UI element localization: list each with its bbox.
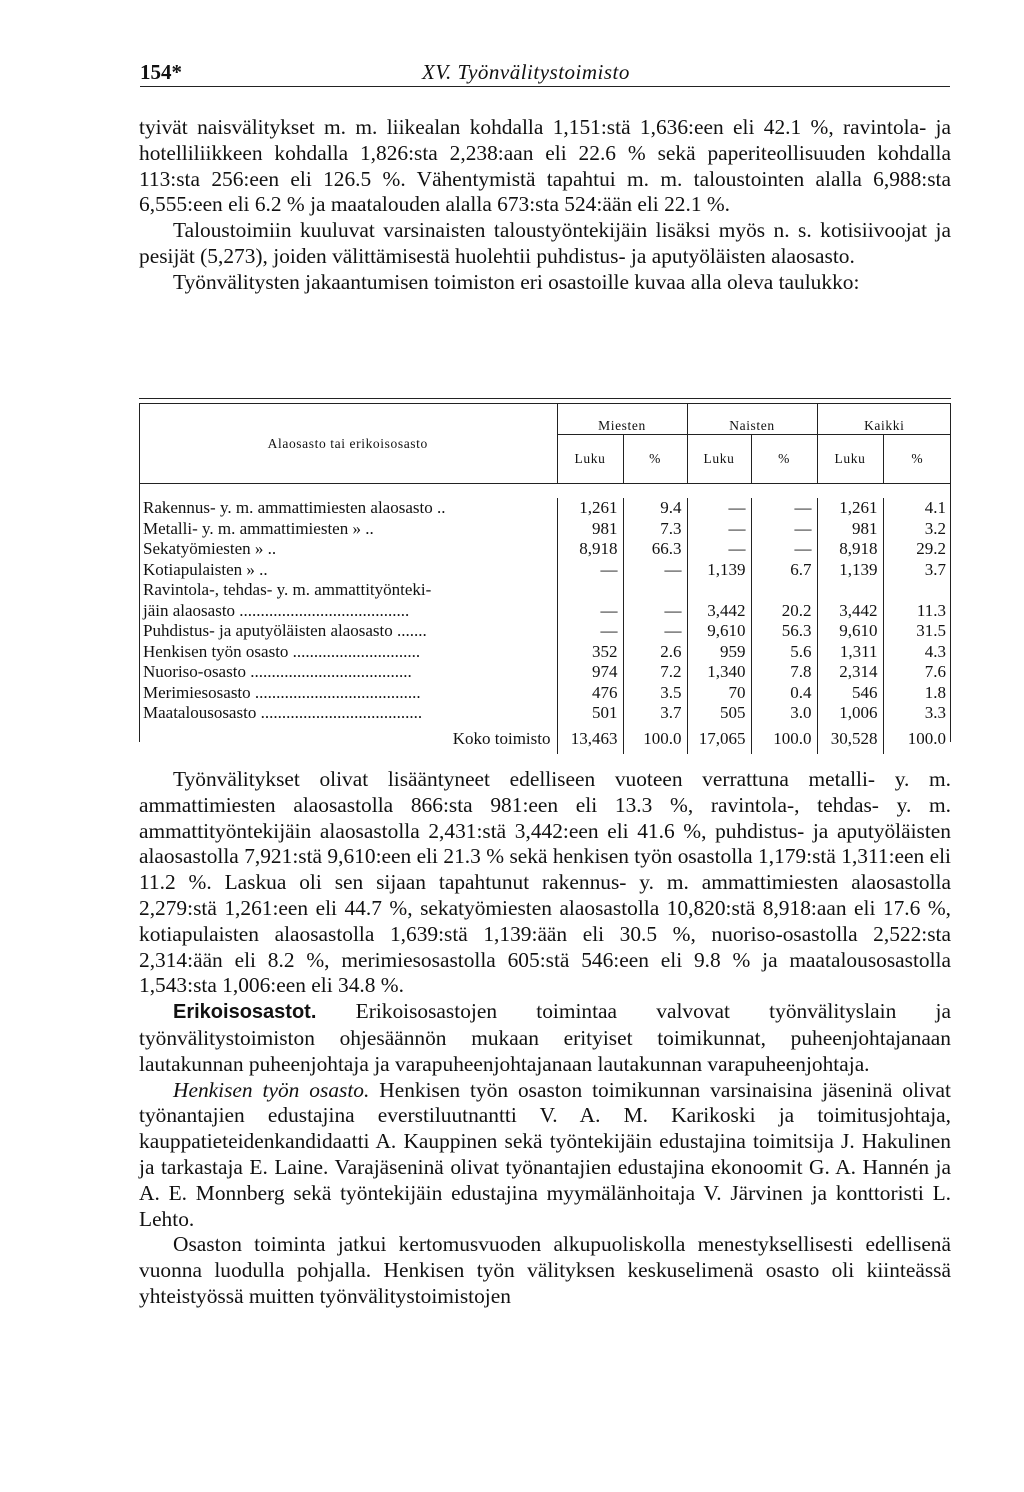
paragraph-erikoisosastot xyxy=(139,999,951,1077)
page-number: 154* xyxy=(140,60,182,84)
cell-naisten-percent: — xyxy=(751,539,817,560)
table-top-rule xyxy=(139,398,951,399)
cell-naisten-luku: 505 xyxy=(687,703,751,724)
table-row xyxy=(139,519,951,540)
row-label: Maatalousosasto ...................................... xyxy=(143,703,423,722)
sub-header-percent: % xyxy=(751,435,817,484)
cell-miesten-percent: 7.3 xyxy=(623,519,687,540)
cell-naisten-percent: 0.4 xyxy=(751,683,817,704)
paragraph-henkisen-tyon-osasto-text: Henkisen työn osaston toimikunnan varsinaisina jäseninä olivat työnantajien edustajina everstiluutnantti V. A. M. Karikoski ja toimitusjohtaja, kauppatieteidenkandidaatti A. Kauppinen sekä työntekijäin edustajina toimitsija J. Hakulinen ja tarkastaja E. Laine. Varajäseninä olivat työnantajien edustajina ekonoomit G. A. Hannén ja A. E. Monnberg sekä työntekijäin edustajina myymälänhoitaja V. Järvinen ja konttoristi L. Lehto. xyxy=(139,1077,951,1231)
cell-kaikki-percent: 29.2 xyxy=(883,539,951,560)
cell-kaikki-luku xyxy=(817,580,883,601)
cell-kaikki-luku: 1,139 xyxy=(817,560,883,581)
row-label: Puhdistus- ja aputyöläisten alaosasto ....... xyxy=(143,621,427,640)
row-label: Henkisen työn osasto .............................. xyxy=(143,641,421,661)
total-naisten-percent: 100.0 xyxy=(751,724,817,754)
table-row xyxy=(139,601,951,622)
cell-miesten-percent: 3.7 xyxy=(623,703,687,724)
total-kaikki-luku: 30,528 xyxy=(817,724,883,754)
cell-miesten-luku: 352 xyxy=(557,642,623,663)
cell-naisten-percent: 6.7 xyxy=(751,560,817,581)
cell-miesten-luku: 501 xyxy=(557,703,623,724)
table-row xyxy=(139,703,951,724)
column-header-label: Alaosasto tai erikoisosasto xyxy=(139,404,557,484)
cell-naisten-luku: 70 xyxy=(687,683,751,704)
cell-naisten-luku: 1,340 xyxy=(687,662,751,683)
cell-miesten-luku: — xyxy=(557,621,623,642)
chapter-title: XV. Työnvälitystoimisto xyxy=(422,60,630,84)
top-text xyxy=(139,115,951,296)
table-row xyxy=(139,642,951,663)
cell-miesten-percent: 66.3 xyxy=(623,539,687,560)
cell-naisten-luku xyxy=(687,580,751,601)
sub-header-percent: % xyxy=(623,435,687,484)
cell-naisten-luku: — xyxy=(687,539,751,560)
cell-naisten-luku: 959 xyxy=(687,642,751,663)
section-lead-henkisen-tyon-osasto: Henkisen työn osasto. xyxy=(173,1077,370,1102)
table-row xyxy=(139,662,951,683)
row-label: Ravintola-, tehdas- y. m. ammattityönteki- xyxy=(143,580,432,599)
cell-miesten-luku: 981 xyxy=(557,519,623,540)
paragraph-taloustoimet: Taloustoimiin kuuluvat varsinaisten taloustyöntekijäin lisäksi myös n. s. kotisiivoojat ja pesijät (5,273), joiden välittämisestä huolehtii puhdistus- ja aputyöläisten alaosasto. xyxy=(139,218,951,268)
table-row xyxy=(139,621,951,642)
paragraph-toiminta: Osaston toiminta jatkui kertomusvuoden alkupuoliskolla menestyksellisesti edellisenä vuonna luodulla pohjalla. Henkisen työn välityksen keskuselimenä osasto oli kiinteässä yhteistyössä muitten työnvälitystoimistojen xyxy=(139,1232,951,1308)
table-row xyxy=(139,560,951,581)
cell-kaikki-luku: 981 xyxy=(817,519,883,540)
running-head xyxy=(140,56,950,87)
cell-miesten-luku: — xyxy=(557,601,623,622)
total-label: Koko toimisto xyxy=(452,728,551,748)
table-total-row xyxy=(139,724,951,754)
group-header-kaikki: Kaikki xyxy=(817,404,951,435)
cell-kaikki-luku: 3,442 xyxy=(817,601,883,622)
row-label: jäin alaosasto ........................................ xyxy=(143,600,410,620)
total-kaikki-percent: 100.0 xyxy=(883,724,951,754)
cell-naisten-percent: 7.8 xyxy=(751,662,817,683)
paragraph-erikoisosastot-text: Erikoisosastojen toimintaa valvovat työnvälityslain ja työnvälitystoimiston ohjesäännön mukaan erityiset toimikunnat, puheenjohtajanaan lautakunnan puheenjohtaja ja varapuheenjohtajanaan lautakunnan varapuheenjohtaja. xyxy=(139,999,951,1076)
cell-miesten-percent: 7.2 xyxy=(623,662,687,683)
cell-miesten-percent xyxy=(623,580,687,601)
table-row xyxy=(139,539,951,560)
cell-kaikki-percent: 3.7 xyxy=(883,560,951,581)
cell-kaikki-luku: 546 xyxy=(817,683,883,704)
row-label: Sekatyömiesten » .. xyxy=(143,539,277,558)
cell-kaikki-percent: 11.3 xyxy=(883,601,951,622)
total-naisten-luku: 17,065 xyxy=(687,724,751,754)
row-label: Merimiesosasto ....................................... xyxy=(143,682,421,702)
paragraph-henkisen-tyon-osasto xyxy=(139,1078,951,1233)
cell-kaikki-luku: 9,610 xyxy=(817,621,883,642)
paragraph-continuation: tyivät naisvälitykset m. m. liikealan kohdalla 1,151:stä 1,636:een eli 42.1 %, ravintola- ja hotelliliikkeen kohdalla 1,826:sta 2,238:aan eli 22.6 % sekä paperiteollisuuden kohdalla 113:sta 256:een eli 126.5 %. Vähentymistä tapahtui m. m. taloustointen alalla 6,988:sta 6,555:een eli 6.2 % ja maatalouden alalla 673:sta 524:ään eli 22.1 %. xyxy=(139,115,951,217)
cell-kaikki-luku: 8,918 xyxy=(817,539,883,560)
cell-naisten-percent: 3.0 xyxy=(751,703,817,724)
total-miesten-percent: 100.0 xyxy=(623,724,687,754)
sub-header-percent: % xyxy=(911,451,924,466)
cell-miesten-luku: — xyxy=(557,560,623,581)
cell-naisten-luku: 3,442 xyxy=(687,601,751,622)
table-grid xyxy=(139,404,951,754)
cell-naisten-luku: 9,610 xyxy=(687,621,751,642)
cell-kaikki-percent: 7.6 xyxy=(883,662,951,683)
cell-naisten-luku: 1,139 xyxy=(687,560,751,581)
group-header-naisten: Naisten xyxy=(687,404,817,435)
cell-naisten-percent: 5.6 xyxy=(751,642,817,663)
cell-miesten-percent: 2.6 xyxy=(623,642,687,663)
cell-naisten-percent xyxy=(751,580,817,601)
row-label: Nuoriso-osasto ...................................... xyxy=(143,662,412,681)
cell-naisten-percent: — xyxy=(751,519,817,540)
cell-kaikki-percent: 3.2 xyxy=(883,519,951,540)
cell-miesten-percent: 9.4 xyxy=(623,498,687,519)
cell-miesten-luku: 1,261 xyxy=(557,498,623,519)
statistics-table xyxy=(139,398,951,748)
section-lead-erikoisosastot: Erikoisosastot. xyxy=(173,1001,317,1024)
table-row xyxy=(139,683,951,704)
cell-kaikki-luku: 1,311 xyxy=(817,642,883,663)
paragraph-table-intro: Työnvälitysten jakaantumisen toimiston eri osastoille kuvaa alla oleva taulukko: xyxy=(173,269,860,294)
total-miesten-luku: 13,463 xyxy=(557,724,623,754)
cell-naisten-percent: 56.3 xyxy=(751,621,817,642)
cell-miesten-percent: 3.5 xyxy=(623,683,687,704)
paragraph-changes: Työnvälitykset olivat lisääntyneet edelliseen vuoteen verrattuna metalli- y. m. ammattimiesten alaosastolla 866:sta 981:een eli 13.3 %, ravintola-, tehdas- y. m. ammattityöntekijäin alaosastolla 2,431:stä 3,442:een eli 41.6 %, puhdistus- ja aputyöläisten alaosastolla 7,921:stä 9,610:een eli 21.3 % sekä henkisen työn osastolla 1,179:stä 1,311:een eli 11.2 %. Laskua oli sen sijaan tapahtunut rakennus- y. m. ammattimiesten alaosastolla 2,279:stä 1,261:een eli 44.7 %, sekatyömiesten alaosastolla 10,820:stä 8,918:aan eli 17.6 %, kotiapulaisten alaosastolla 1,639:stä 1,139:ään eli 30.5 %, nuoriso-osastolla 2,522:sta 2,314:ään eli 8.2 %, merimiesosastolla 605:stä 546:een eli 9.8 % ja maatalousosastolla 1,543:sta 1,006:een eli 34.8 %. xyxy=(139,767,951,998)
cell-kaikki-percent: 4.1 xyxy=(883,498,951,519)
cell-miesten-luku xyxy=(557,580,623,601)
cell-naisten-percent: — xyxy=(751,498,817,519)
sub-header-luku: Luku xyxy=(557,435,623,484)
cell-kaikki-luku: 1,006 xyxy=(817,703,883,724)
group-header-miesten: Miesten xyxy=(557,404,687,435)
cell-kaikki-percent: 1.8 xyxy=(883,683,951,704)
row-label: Rakennus- y. m. ammattimiesten alaosasto .. xyxy=(143,498,446,517)
cell-kaikki-luku: 1,261 xyxy=(817,498,883,519)
table-row xyxy=(139,498,951,519)
cell-kaikki-luku: 2,314 xyxy=(817,662,883,683)
cell-miesten-percent: — xyxy=(623,601,687,622)
cell-naisten-luku: — xyxy=(687,519,751,540)
row-label: Kotiapulaisten » .. xyxy=(143,559,268,579)
cell-kaikki-percent: 31.5 xyxy=(883,621,951,642)
cell-kaikki-percent: 3.3 xyxy=(883,703,951,724)
row-label: Metalli- y. m. ammattimiesten » .. xyxy=(143,518,374,538)
cell-kaikki-percent xyxy=(883,580,951,601)
sub-header-luku: Luku xyxy=(687,435,751,484)
cell-miesten-luku: 476 xyxy=(557,683,623,704)
cell-naisten-luku: — xyxy=(687,498,751,519)
table-row xyxy=(139,580,951,601)
cell-miesten-percent: — xyxy=(623,560,687,581)
cell-miesten-percent: — xyxy=(623,621,687,642)
bottom-text xyxy=(139,767,951,1310)
table-header-separator xyxy=(139,484,951,499)
cell-miesten-luku: 974 xyxy=(557,662,623,683)
cell-miesten-luku: 8,918 xyxy=(557,539,623,560)
cell-naisten-percent: 20.2 xyxy=(751,601,817,622)
sub-header-luku: Luku xyxy=(817,435,883,484)
cell-kaikki-percent: 4.3 xyxy=(883,642,951,663)
